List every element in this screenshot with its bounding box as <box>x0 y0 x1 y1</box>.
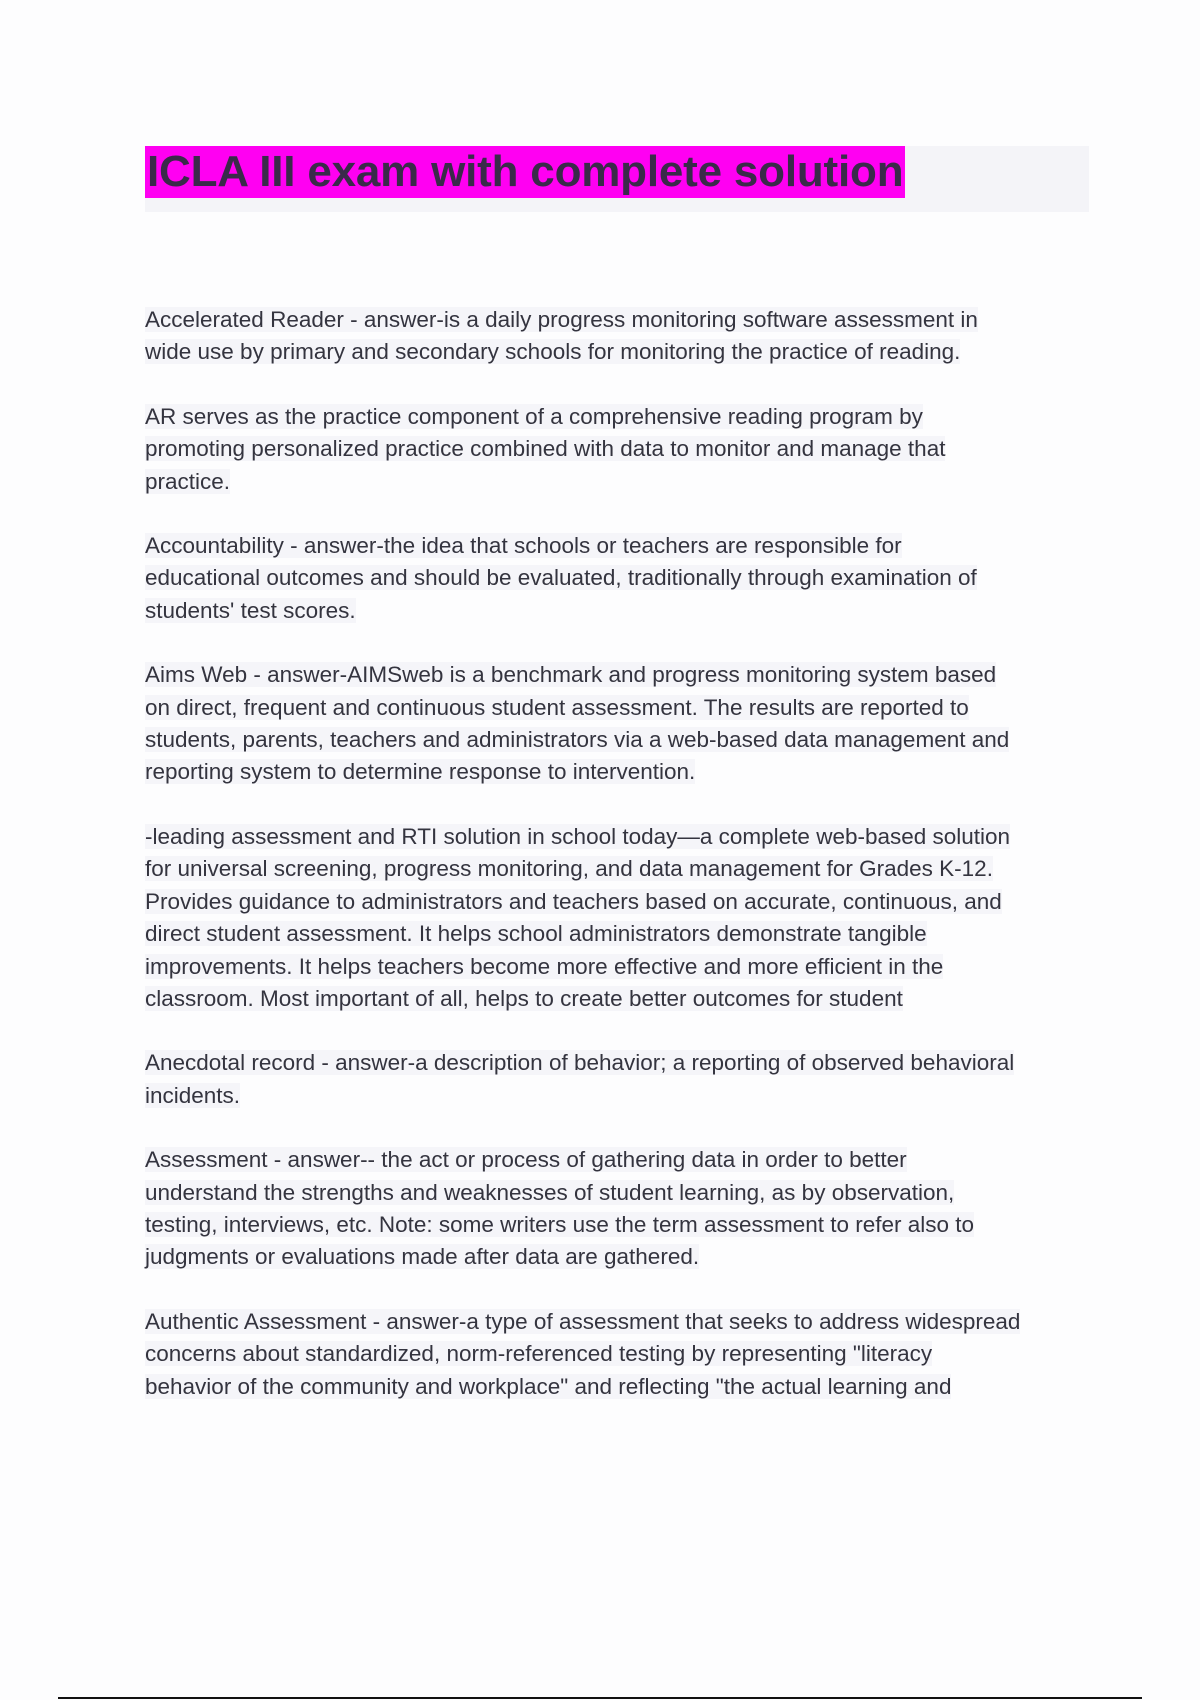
document-title: ICLA III exam with complete solution <box>147 147 904 196</box>
paragraph-authentic-assessment <box>145 1306 1090 1403</box>
paragraph-line <box>145 1080 1090 1112</box>
paragraph-line <box>145 821 1090 853</box>
line-text: classroom. Most important of all, helps to create better outcomes for student <box>145 985 903 1011</box>
paragraph-line <box>145 983 1090 1015</box>
paragraph-line <box>145 1241 1090 1273</box>
line-text: reporting system to determine response to intervention. <box>145 759 696 785</box>
paragraph-ar-serves <box>145 401 1090 498</box>
line-text: incidents. <box>145 1082 241 1108</box>
paragraph-line <box>145 756 1090 788</box>
document-body <box>145 304 1090 1435</box>
footer-rule <box>58 1697 1142 1699</box>
line-text: Assessment - answer-- the act or process of gathering data in order to better <box>145 1147 907 1173</box>
paragraph-line <box>145 1209 1090 1241</box>
paragraph-line <box>145 466 1090 498</box>
paragraph-line <box>145 692 1090 724</box>
paragraph-line <box>145 918 1090 950</box>
line-text: Accelerated Reader - answer-is a daily progress monitoring software assessment in <box>145 307 978 332</box>
paragraph-line <box>145 336 1090 368</box>
paragraph-line <box>145 304 1090 336</box>
paragraph-assessment <box>145 1144 1090 1274</box>
paragraph-anecdotal-record <box>145 1047 1090 1112</box>
line-text: practice. <box>145 468 231 494</box>
paragraph-leading-assessment <box>145 821 1090 1015</box>
line-text: promoting personalized practice combined with data to monitor and manage that <box>145 436 946 462</box>
line-text: educational outcomes and should be evaluated, traditionally through examination of <box>145 565 977 591</box>
line-text: -leading assessment and RTI solution in school today—a complete web-based solution <box>145 823 1011 849</box>
line-text: for universal screening, progress monitoring, and data management for Grades K-12. <box>145 856 993 882</box>
line-text: Provides guidance to administrators and teachers based on accurate, continuous, and <box>145 888 1002 914</box>
line-text: behavior of the community and workplace" and reflecting "the actual learning and <box>145 1373 952 1399</box>
line-text: wide use by primary and secondary schools for monitoring the practice of reading. <box>145 339 961 365</box>
line-text: on direct, frequent and continuous student assessment. The results are reported to <box>145 694 969 720</box>
line-text: testing, interviews, etc. Note: some writers use the term assessment to refer also to <box>145 1211 975 1237</box>
line-text: direct student assessment. It helps school administrators demonstrate tangible <box>145 921 927 947</box>
paragraph-accountability <box>145 530 1090 627</box>
paragraph-line <box>145 1371 1090 1403</box>
line-text: AR serves as the practice component of a comprehensive reading program by <box>145 403 923 429</box>
paragraph-line <box>145 853 1090 885</box>
paragraph-line <box>145 1306 1090 1338</box>
paragraph-line <box>145 1177 1090 1209</box>
line-text: concerns about standardized, norm-referenced testing by representing "literacy <box>145 1341 933 1367</box>
paragraph-accelerated-reader <box>145 304 1090 369</box>
paragraph-line <box>145 1338 1090 1370</box>
paragraph-line <box>145 595 1090 627</box>
line-text: students' test scores. <box>145 597 356 623</box>
line-text: students, parents, teachers and administrators via a web-based data management and <box>145 727 1010 753</box>
line-text: improvements. It helps teachers become more effective and more efficient in the <box>145 953 944 979</box>
line-text: Accountability - answer-the idea that schools or teachers are responsible for <box>145 533 902 559</box>
paragraph-line <box>145 724 1090 756</box>
paragraph-line <box>145 1144 1090 1176</box>
paragraph-line <box>145 1047 1090 1079</box>
paragraph-line <box>145 433 1090 465</box>
paragraph-line <box>145 401 1090 433</box>
line-text: judgments or evaluations made after data are gathered. <box>145 1244 700 1270</box>
line-text: Authentic Assessment - answer-a type of assessment that seeks to address widespread <box>145 1308 1021 1334</box>
line-text: understand the strengths and weaknesses of student learning, as by observation, <box>145 1179 955 1205</box>
paragraph-line <box>145 659 1090 691</box>
paragraph-line <box>145 562 1090 594</box>
paragraph-line <box>145 951 1090 983</box>
line-text: Anecdotal record - answer-a description of behavior; a reporting of observed behavioral <box>145 1050 1015 1076</box>
line-text: Aims Web - answer-AIMSweb is a benchmark and progress monitoring system based <box>145 662 997 688</box>
paragraph-aims-web <box>145 659 1090 789</box>
paragraph-line <box>145 530 1090 562</box>
paragraph-line <box>145 886 1090 918</box>
